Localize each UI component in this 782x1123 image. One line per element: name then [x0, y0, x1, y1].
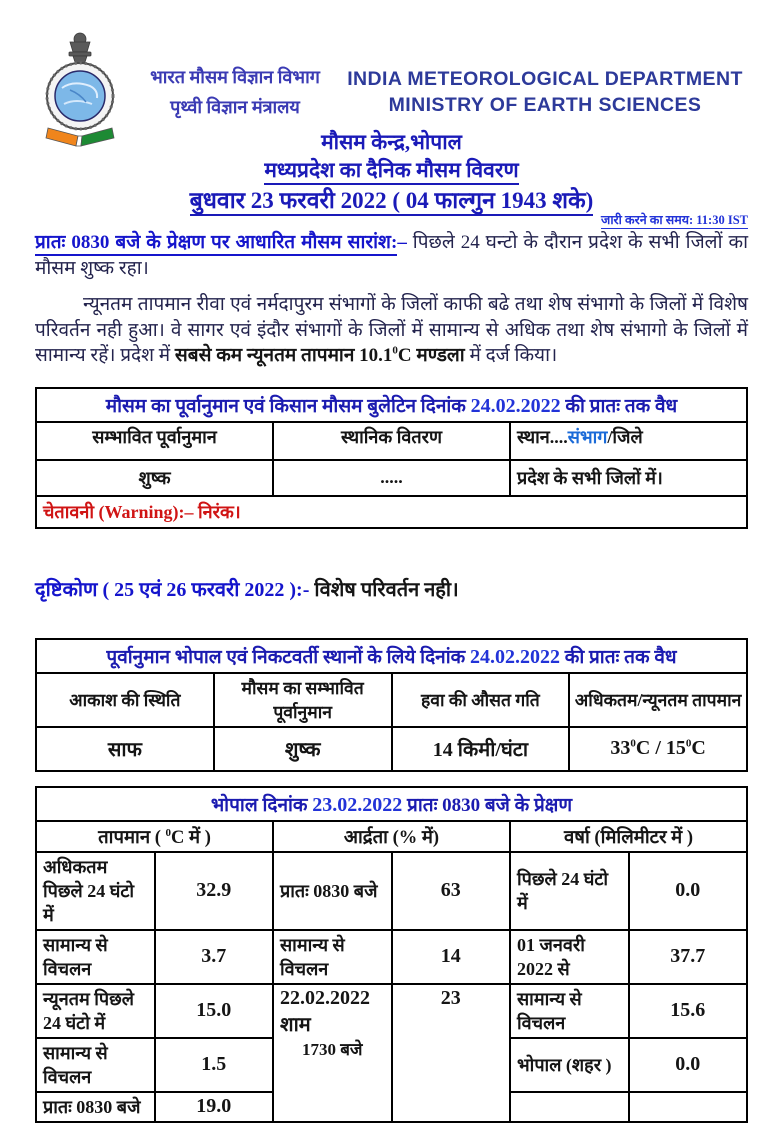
weather-summary [35, 230, 748, 369]
temp-value: 3.7 [155, 930, 274, 984]
temp-label: सामान्य से विचलन [36, 930, 155, 984]
summary-paragraph-2 [35, 292, 748, 369]
bhopal-forecast-data-row [36, 727, 747, 771]
observations-title [36, 787, 747, 821]
temp-header-pre: तापमान ( [98, 827, 166, 848]
temp-label: सामान्य से विचलन [36, 1038, 155, 1092]
forecast-table [35, 387, 748, 529]
degree-sign: 0 [685, 737, 692, 750]
celsius-unit: C [691, 737, 706, 759]
warning-text [36, 496, 747, 528]
degree-sign: 0 [392, 344, 398, 357]
bhopal-title-post: की प्रातः तक वैध [559, 646, 677, 668]
outlook-text: विशेष परिवर्तन नही। [309, 578, 459, 601]
bhopal-valid-date: 24.02.2022 [469, 645, 560, 668]
temp-header-post: C में ) [171, 827, 211, 848]
issue-time [601, 211, 748, 228]
summary-text-2b: में दर्ज किया। [464, 345, 558, 366]
bhopal-forecast-header-row [36, 673, 747, 727]
lowest-temp-highlight [175, 345, 465, 366]
place-header-post: /जिले [607, 426, 643, 447]
col-header-expected: मौसम का सम्भावित पूर्वानुमान [214, 673, 392, 727]
expected-forecast-value: शुष्क [214, 727, 392, 771]
temp-value: 19.0 [155, 1092, 274, 1122]
slash-separator: / [650, 737, 666, 759]
evening-obs-date: 22.02.2022 शाम [280, 986, 370, 1036]
forecast-table-title [36, 388, 747, 422]
observations-row-1 [36, 852, 747, 930]
forecast-value: शुष्क [36, 460, 273, 496]
celsius-unit: C [635, 737, 651, 759]
summary-paragraph-1 [35, 230, 748, 281]
bhopal-forecast-table [35, 638, 748, 772]
warning-row [36, 496, 747, 528]
obs-date: 23.02.2022 [312, 793, 403, 816]
temp-label: अधिकतम पिछले 24 घंटो में [36, 852, 155, 930]
org-name-hindi-line1: भारत मौसम विज्ञान विभाग [150, 67, 320, 87]
warning-hindi: चेतावनी [43, 501, 99, 522]
bulletin-date-text: बुधवार 23 फरवरी 2022 ( 04 फाल्गुन 1943 शके) [190, 188, 594, 216]
issue-time-text: जारी करने का समय: 11:30 IST [601, 213, 748, 227]
rain-value: 0.0 [629, 852, 748, 930]
group-header-temperature [36, 821, 273, 852]
evening-obs-time: 1730 बजे [301, 1039, 363, 1059]
forecast-title-pre: मौसम का पूर्वानुमान एवं किसान मौसम बुलेटिन दिनांक [105, 395, 471, 417]
lowest-temp-value: सबसे कम न्यूनतम तापमान 10.1 [174, 345, 393, 366]
observations-row-2 [36, 930, 747, 984]
col-header-sky: आकाश की स्थिति [36, 673, 214, 727]
rain-value [629, 1092, 748, 1122]
bhopal-forecast-title-row [36, 639, 747, 673]
temp-value: 15.0 [155, 984, 274, 1038]
temp-label: न्यूनतम पिछले 24 घंटो में [36, 984, 155, 1038]
col-header-maxmin-temp: अधिकतम/न्यूनतम तापमान [569, 673, 747, 727]
degree-sign: 0 [165, 826, 172, 839]
bhopal-forecast-title [36, 639, 747, 673]
temp-value: 1.5 [155, 1038, 274, 1092]
observations-group-header-row [36, 821, 747, 852]
humidity-evening-value: 23 [392, 984, 511, 1122]
outlook-line [35, 575, 748, 602]
rain-value: 15.6 [629, 984, 748, 1038]
warning-english: (Warning) [98, 501, 179, 522]
outlook-period: दृष्टिकोण ( 25 एवं 26 फरवरी 2022 ):- [35, 578, 310, 601]
humidity-evening-label [273, 984, 392, 1122]
summary-heading-text: प्रातः 0830 बजे के प्रेक्षण पर आधारित मौसम सारांश: [35, 232, 397, 256]
obs-title-post: प्रातः 0830 बजे के प्रेक्षण [402, 794, 573, 816]
org-name-hindi-line2: पृथ्वी विज्ञान मंत्रालय [170, 97, 300, 117]
rain-label: पिछले 24 घंटो में [510, 852, 629, 930]
humidity-value: 63 [392, 852, 511, 930]
rain-value: 0.0 [629, 1038, 748, 1092]
min-temp: 15 [665, 737, 686, 759]
forecast-valid-date: 24.02.2022 [470, 394, 561, 417]
place-header-pre: स्थान.... [517, 426, 568, 447]
observations-title-row [36, 787, 747, 821]
org-name-english-line1: INDIA METEOROLOGICAL DEPARTMENT [347, 68, 743, 90]
humidity-value: 14 [392, 930, 511, 984]
summary-heading-dash: – [397, 232, 407, 253]
observations-row-3 [36, 984, 747, 1038]
max-temp: 33 [610, 737, 631, 759]
rain-label: 01 जनवरी 2022 से [510, 930, 629, 984]
place-value: प्रदेश के सभी जिलों में। [510, 460, 747, 496]
temp-label: प्रातः 0830 बजे [36, 1092, 155, 1122]
col-header-distribution: स्थानिक वितरण [273, 422, 510, 460]
col-header-forecast: सम्भावित पूर्वानुमान [36, 422, 273, 460]
col-header-place [510, 422, 747, 460]
humidity-label: प्रातः 0830 बजे [273, 852, 392, 930]
forecast-header-row [36, 422, 747, 460]
degree-sign: 0 [630, 737, 636, 750]
temp-value: 32.9 [155, 852, 274, 930]
summary-text-2a: न्यूनतम तापमान रीवा एवं नर्मदापुरम संभागों के जिलों काफी बढे तथा शेष संभागो के जिलों में विशेष परिवर्तन नही हुआ। वे सागर एवं इंदौर संभागों के जिलों में सामान्य से अधिक तथा शेष संभागो के जिलों में सामान्य रहें। प्रदेश में [35, 294, 748, 366]
warning-value: :– निरंक। [178, 501, 241, 522]
group-header-rainfall: वर्षा (मिलिमीटर में ) [510, 821, 747, 852]
rain-label: भोपाल (शहर ) [510, 1038, 629, 1092]
bhopal-title-pre: पूर्वानुमान भोपाल एवं निकटवर्ती स्थानों के लिये दिनांक [106, 646, 470, 668]
lowest-temp-place: C मण्डला [397, 345, 465, 366]
group-header-humidity: आर्द्रता (% में) [273, 821, 510, 852]
obs-title-pre: भोपाल दिनांक [210, 794, 313, 816]
rain-label [510, 1092, 629, 1122]
org-name-hindi [130, 62, 340, 122]
forecast-table-title-row [36, 388, 747, 422]
forecast-data-row [36, 460, 747, 496]
bulletin-title-text: मध्यप्रदेश का दैनिक मौसम विवरण [264, 158, 518, 185]
maxmin-temp-value [569, 727, 747, 771]
bulletin-title [35, 156, 748, 184]
document-header [35, 0, 748, 227]
observations-table [35, 786, 748, 1123]
wind-speed-value: 14 किमी/घंटा [392, 727, 570, 771]
summary-heading [35, 232, 407, 256]
forecast-title-post: की प्रातः तक वैध [560, 395, 678, 417]
sky-value: साफ [36, 727, 214, 771]
centre-name: मौसम केन्द्र,भोपाल [321, 130, 462, 154]
col-header-wind: हवा की औसत गति [392, 673, 570, 727]
rain-value: 37.7 [629, 930, 748, 984]
distribution-value: ..... [273, 460, 510, 496]
org-name-english-line2: MINISTRY OF EARTH SCIENCES [388, 94, 702, 116]
summary-text-1: पिछले 24 घन्टो के दौरान प्रदेश के सभी जिलों का मौसम शुष्क रहा। [35, 232, 748, 279]
humidity-label: सामान्य से विचलन [273, 930, 392, 984]
org-name-english [335, 66, 755, 118]
place-header-division: संभाग [567, 426, 608, 447]
rain-label: सामान्य से विचलन [510, 984, 629, 1038]
